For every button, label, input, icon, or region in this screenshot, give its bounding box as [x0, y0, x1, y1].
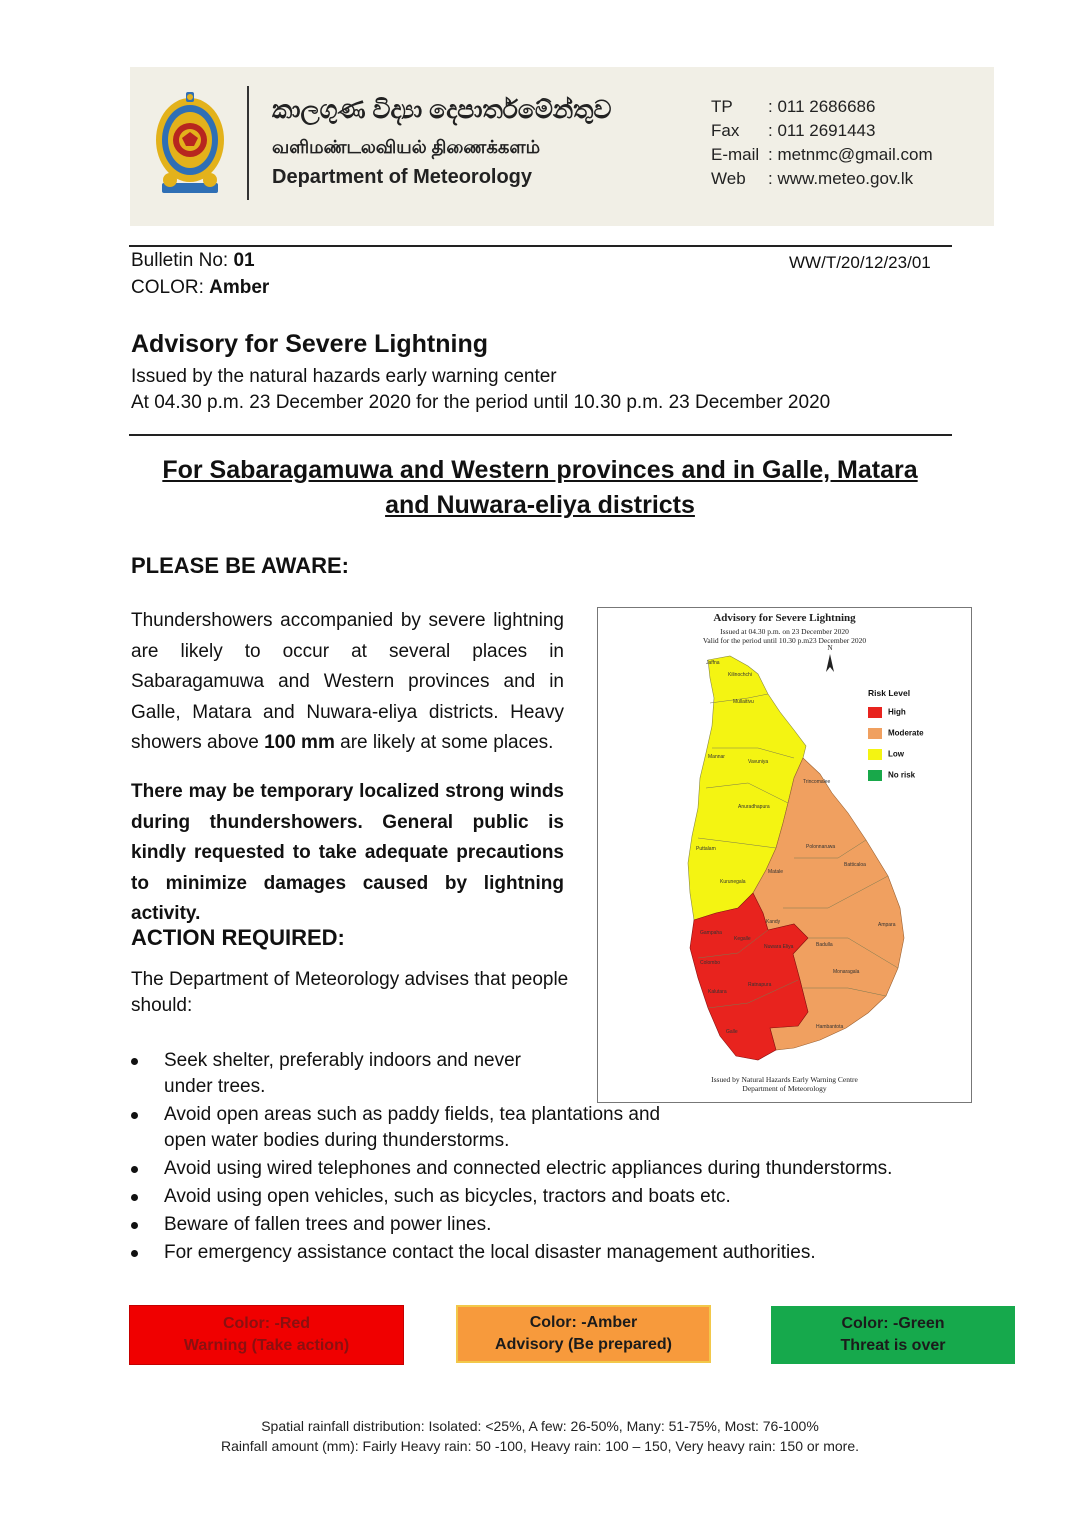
legend-low: Low — [868, 749, 904, 760]
sri-lanka-map — [598, 608, 971, 1102]
list-item: Avoid using wired telephones and connected electric appliances during thunderstorms. — [131, 1156, 951, 1182]
wind-warning-paragraph: There may be temporary localized strong winds during thundershowers. General public is kindly requested to take adequate precautions to minimize damages caused by lightning activity. — [131, 781, 564, 924]
map-footer-issuer: Issued by Natural Hazards Early Warning Centre — [711, 1075, 858, 1084]
district-label: Kurunegala — [720, 879, 746, 885]
map-footer-department: Department of Meteorology — [742, 1084, 827, 1093]
district-label: Ampara — [878, 922, 896, 928]
issued-by: Issued by the natural hazards early warning center — [131, 366, 557, 387]
list-item: Avoid using open vehicles, such as bicycles, tractors and boats etc. — [131, 1184, 951, 1210]
color-code-amber: Color: -Amber Advisory (Be prepared) — [456, 1305, 711, 1363]
list-item: Avoid open areas such as paddy fields, tea plantations and open water bodies during thunderstorms. — [131, 1102, 684, 1154]
list-item: For emergency assistance contact the local disaster management authorities. — [131, 1240, 951, 1266]
rainfall-distribution-note: Spatial rainfall distribution: Isolated: <25%, A few: 26-50%, Many: 51-75%, Most: 76-100% — [261, 1418, 819, 1434]
contact-web[interactable]: Web : www.meteo.gov.lk — [711, 169, 914, 188]
department-name-tamil: வளிமண்டலவியல் திணைக்களம் — [272, 137, 541, 157]
district-label: Vavuniya — [748, 759, 769, 765]
district-label: Matale — [768, 869, 784, 875]
bulletin-color: COLOR: Amber — [131, 277, 270, 298]
affected-regions-heading: For Sabaragamuwa and Western provinces and in Galle, Matara and Nuwara-eliya districts — [162, 456, 918, 519]
district-label: Hambantota — [816, 1024, 844, 1030]
list-item: Seek shelter, preferably indoors and never under trees. — [131, 1048, 564, 1100]
rainfall-amount-note: Rainfall amount (mm): Fairly Heavy rain: 50 -100, Heavy rain: 100 – 150, Very heavy rain: 150 or more. — [220, 1438, 860, 1454]
color-code-green: Color: -Green Threat is over — [771, 1306, 1015, 1364]
legend-title: Risk Level — [868, 688, 911, 698]
action-heading: ACTION REQUIRED: — [131, 925, 345, 950]
district-label: Gampaha — [700, 930, 722, 936]
map-issued: Issued at 04.30 p.m. on 23 December 2020 — [720, 627, 849, 636]
district-label: Jaffna — [706, 660, 720, 666]
district-label: Galle — [726, 1029, 738, 1035]
aware-paragraph: Thundershowers accompanied by severe lightning are likely to occur at several places in Sabaragamuwa and Western provinces and in Galle, Matara and Nuwara-eliya districts. Heavy showers above 100 mm are likely at some places. — [131, 610, 564, 753]
legend-high: High — [868, 707, 906, 718]
action-intro: The Department of Meteorology advises that people should: — [131, 969, 569, 1016]
department-name-sinhala: කාලගුණ විද්‍යා දෙපාර්තමේන්තුව — [272, 96, 612, 124]
map-title: Advisory for Severe Lightning — [713, 612, 856, 624]
contact-tp: TP : 011 2686686 — [711, 97, 876, 116]
district-label: Polonnaruwa — [806, 844, 836, 850]
sri-lanka-emblem-icon — [152, 88, 228, 196]
district-label: Trincomalee — [803, 779, 831, 785]
middle-rule — [129, 434, 952, 436]
bulletin-reference: WW/T/20/12/23/01 — [789, 253, 931, 272]
district-label: Puttalam — [696, 846, 716, 852]
list-item: Beware of fallen trees and power lines. — [131, 1212, 951, 1238]
district-label: Kegalle — [734, 936, 751, 942]
map-valid: Valid for the period until 10.30 p.m23 December 2020 — [702, 636, 867, 645]
department-name-english: Department of Meteorology — [272, 166, 533, 188]
district-label: Kilinochchi — [728, 672, 752, 678]
header-divider — [247, 86, 249, 200]
district-label: Ratnapura — [748, 982, 772, 988]
district-label: Batticaloa — [844, 862, 866, 868]
district-label: Anuradhapura — [738, 804, 770, 810]
district-label: Kandy — [766, 919, 781, 925]
risk-map — [597, 607, 972, 1103]
district-label: Badulla — [816, 942, 833, 948]
north-arrow-icon — [826, 654, 834, 672]
district-label: Mullaitivu — [733, 699, 754, 705]
district-label: Colombo — [700, 960, 721, 966]
district-label: Monaragala — [833, 969, 860, 975]
advisory-title: Advisory for Severe Lightning — [131, 330, 489, 358]
color-code-red: Color: -Red Warning (Take action) — [129, 1305, 404, 1365]
district-label: Nuwara Eliya — [764, 944, 794, 950]
legend-no-risk: No risk — [868, 770, 915, 781]
contact-fax: Fax : 011 2691443 — [711, 121, 876, 140]
district-label: Mannar — [708, 754, 725, 760]
north-label: N — [827, 644, 833, 652]
legend-moderate: Moderate — [868, 728, 924, 739]
top-rule — [129, 245, 952, 247]
district-label: Kalutara — [708, 989, 727, 995]
contact-email[interactable]: E-mail : metnmc@gmail.com — [711, 145, 933, 164]
aware-heading: PLEASE BE AWARE: — [131, 553, 349, 578]
issue-period: At 04.30 p.m. 23 December 2020 for the period until 10.30 p.m. 23 December 2020 — [131, 392, 831, 413]
bulletin-number: Bulletin No: 01 — [131, 250, 255, 271]
